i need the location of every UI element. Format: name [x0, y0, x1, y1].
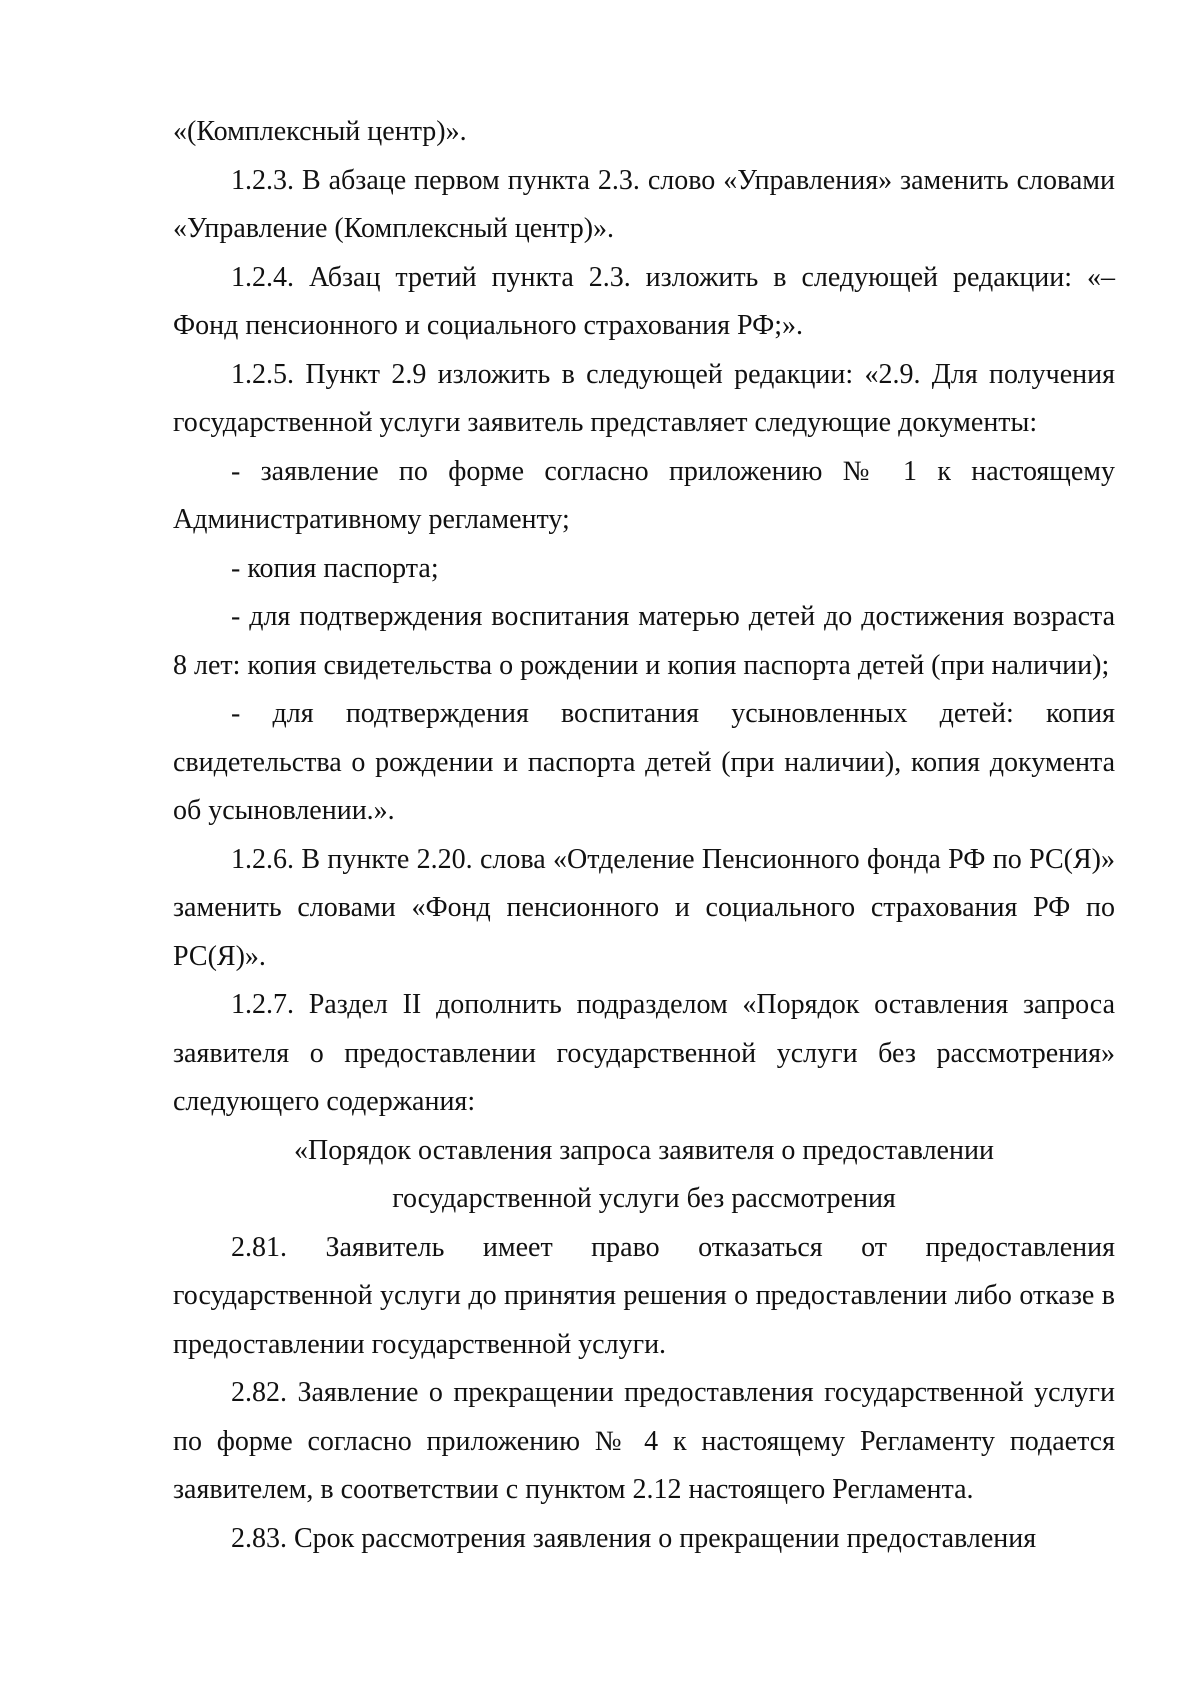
list-item-children-mother: - для подтверждения воспитания матерью детей до достижения возраста 8 лет: копия свидетельства о рождении и копия паспорта детей (при наличии); — [173, 601, 1115, 681]
paragraph-1-2-5: 1.2.5. Пункт 2.9 изложить в следующей редакции: «2.9. Для получения государственной услуги заявитель представляет следующие документы: — [173, 358, 1115, 438]
paragraph-1-2-4: 1.2.4. Абзац третий пункта 2.3. изложить в следующей редакции: «– Фонд пенсионного и социального страхования РФ;». — [173, 261, 1115, 341]
paragraph-1-2-7: 1.2.7. Раздел II дополнить подразделом «Порядок оставления запроса заявителя о предоставлении государственной услуги без рассмотрения» следующего содержания: — [173, 989, 1115, 1117]
paragraph-2-81: 2.81. Заявитель имеет право отказаться от предоставления государственной услуги до принятия решения о предоставлении либо отказе в предоставлении государственной услуги. — [173, 1231, 1115, 1360]
section-heading-line-2: государственной услуги без рассмотрения — [392, 1183, 896, 1214]
section-heading-line-1: «Порядок оставления запроса заявителя о предоставлении — [294, 1134, 994, 1166]
paragraph-2-82: 2.82. Заявление о прекращении предоставления государственной услуги по форме согласно приложению № 4 к настоящему Регламенту подается заявителем, в соответствии с пунктом 2.12 настоящего Регламента. — [173, 1377, 1115, 1505]
list-item-application: - заявление по форме согласно приложению № 1 к настоящему Административному регламенту; — [173, 455, 1115, 535]
list-item-passport: - копия паспорта; — [231, 552, 439, 584]
list-item-adopted-children: - для подтверждения воспитания усыновленных детей: копия свидетельства о рождении и паспорта детей (при наличии), копия документа об усыновлении.». — [173, 698, 1115, 826]
paragraph-continuation: «(Комплексный центр)». — [173, 116, 467, 147]
document-body — [173, 108, 1115, 1563]
paragraph-1-2-3: 1.2.3. В абзаце первом пункта 2.3. слово «Управления» заменить словами «Управление (Комплексный центр)». — [173, 164, 1115, 244]
paragraph-2-83: 2.83. Срок рассмотрения заявления о прекращении предоставления — [231, 1522, 1037, 1554]
paragraph-1-2-6: 1.2.6. В пункте 2.20. слова «Отделение Пенсионного фонда РФ по РС(Я)» заменить словами «Фонд пенсионного и социального страхования РФ по РС(Я)». — [173, 843, 1115, 972]
